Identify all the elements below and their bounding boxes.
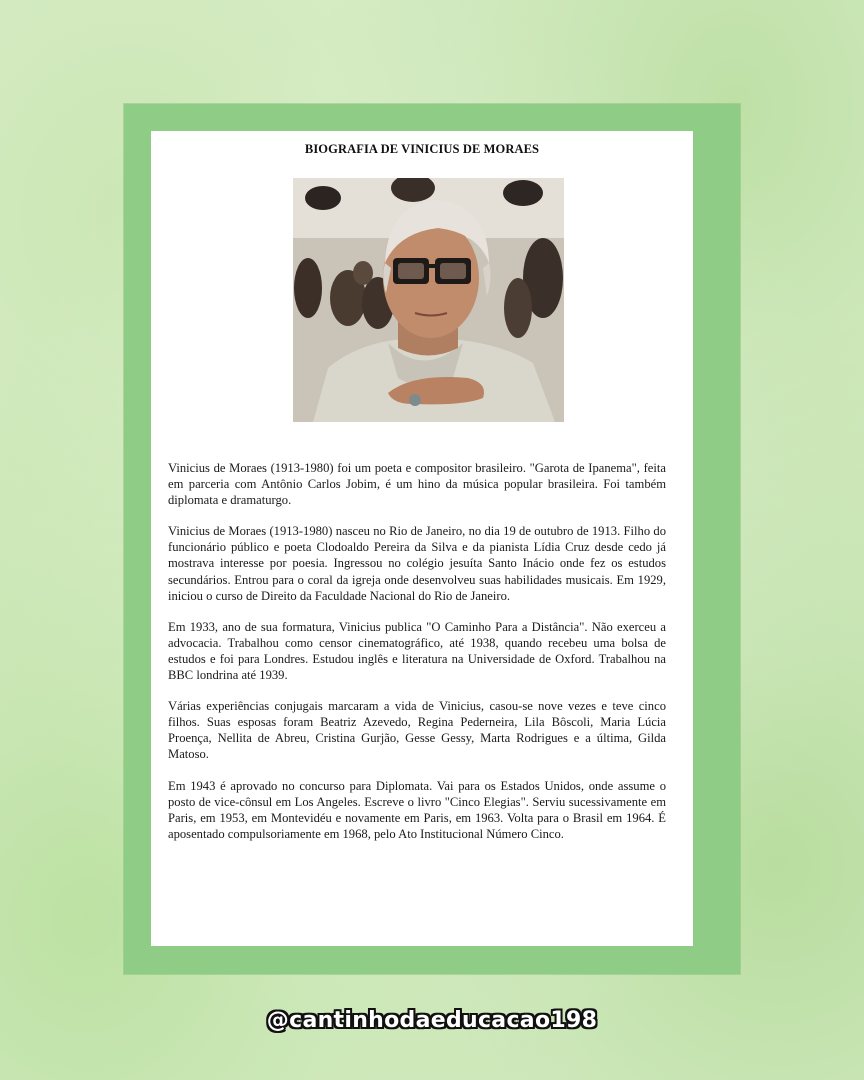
portrait-illustration [293, 178, 564, 422]
paragraph: Vinicius de Moraes (1913-1980) foi um poeta e compositor brasileiro. "Garota de Ipanema", feita em parceria com Antônio Carlos Jobim, é um hino da música popular brasileira. Foi também diplomata e dramaturgo. [168, 461, 666, 508]
document-title: BIOGRAFIA DE VINICIUS DE MORAES [304, 142, 540, 156]
document-page [151, 131, 693, 946]
portrait-photo [293, 178, 564, 422]
paragraph: Várias experiências conjugais marcaram a vida de Vinicius, casou-se nove vezes e teve cinco filhos. Suas esposas foram Beatriz Azevedo, Regina Pederneira, Lila Bôscoli, Maria Lúcia Proença, Nellita de Abreu, Cristina Gurjão, Gesse Gessy, Marta Rodrigues e a última, Gilda Matoso. [168, 699, 666, 762]
paragraph: Em 1933, ano de sua formatura, Vinicius publica "O Caminho Para a Distância". Não exerceu a advocacia. Trabalhou como censor cinematográfico, até 1938, quando recebeu uma bolsa de estudos e foi para Londres. Estudou inglês e literatura na Universidade de Oxford. Trabalhou na BBC londrina até 1939. [168, 619, 666, 683]
paragraph: Vinicius de Moraes (1913-1980) nasceu no Rio de Janeiro, no dia 19 de outubro de 1913. Filho do funcionário público e poeta Clodoaldo Pereira da Silva e da pianista Lídia Cruz desde cedo já mostrava interesse por poesia. Ingressou no colégio jesuíta Santo Inácio onde fez os estudos secundários. Entrou para o coral da igreja onde desenvolveu suas habilidades musicais. Em 1929, iniciou o curso de Direito da Faculdade Nacional do Rio de Janeiro. [168, 524, 666, 603]
social-handle: @cantinhodaeducacao198 [266, 1008, 598, 1033]
document-frame [124, 104, 740, 974]
biography-text [168, 460, 666, 857]
paragraph: Em 1943 é aprovado no concurso para Diplomata. Vai para os Estados Unidos, onde assume o posto de vice-cônsul em Los Angeles. Escreve o livro "Cinco Elegias". Serviu sucessivamente em Paris, em 1953, em Montevidéu e novamente em Paris, em 1963. Volta para o Brasil em 1964. É aposentado compulsoriamente em 1968, pelo Ato Institucional Número Cinco. [168, 778, 666, 841]
